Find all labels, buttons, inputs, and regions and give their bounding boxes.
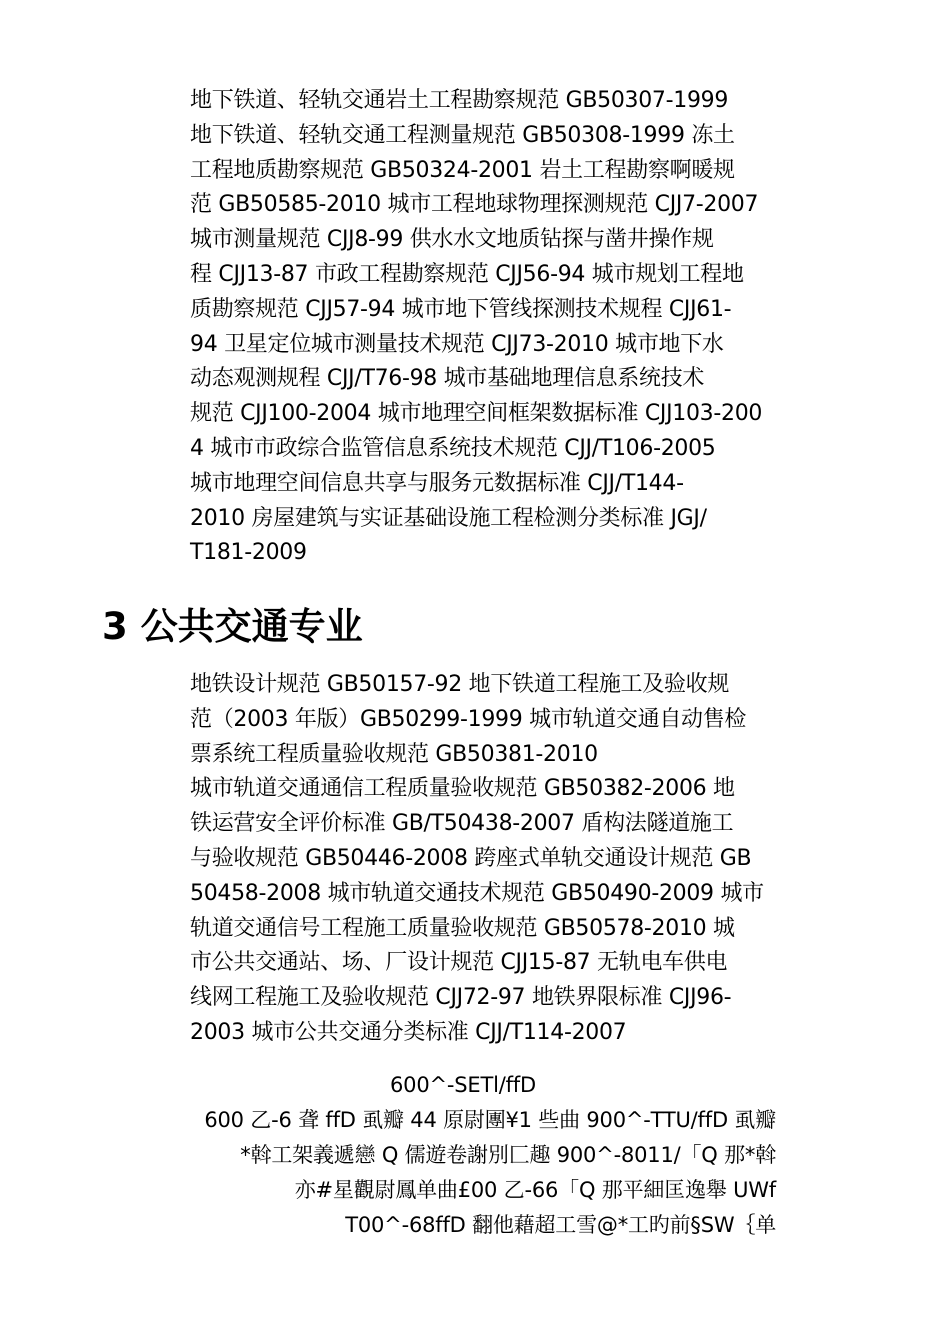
text-line: 线网工程施工及验收规范 CJJ72-97 地铁界限标准 CJJ96- <box>190 985 732 1011</box>
garbled-line: T00^-68ffD 翻他藉超工雪@*工旳前§SW｛单 <box>345 1213 776 1237</box>
text-line: 范（2003 年版）GB50299-1999 城市轨道交通自动售检 <box>190 706 747 732</box>
text-line: 工程地质勘察规范 GB50324-2001 岩土工程勘察啊暖规 <box>190 157 735 183</box>
text-line: 2010 房屋建筑与实证基础设施工程检测分类标准 JGJ/ <box>190 505 707 531</box>
garbled-line: 600 乙-6 聋 ffD 虱瓣 44 原尉團¥1 些曲 900^-TTU/ffD 虱瓣 <box>204 1108 776 1132</box>
text-line: 地下铁道、轻轨交通岩土工程勘察规范 GB50307-1999 <box>190 88 729 113</box>
text-line: 城市地理空间信息共享与服务元数据标准 CJJ/T144- <box>190 470 684 496</box>
text-line: 规范 CJJ100-2004 城市地理空间框架数据标准 CJJ103-200 <box>190 401 763 427</box>
text-line: 轨道交通信号工程施工质量验收规范 GB50578-2010 城 <box>190 915 735 941</box>
text-line: 2003 城市公共交通分类标准 CJJ/T114-2007 <box>190 1019 627 1045</box>
text-line: 地下铁道、轻轨交通工程测量规范 GB50308-1999 冻土 <box>190 122 735 148</box>
text-line: 范 GB50585-2010 城市工程地球物理探测规范 CJJ7-2007 <box>190 192 759 218</box>
standards-list-section-1 <box>190 84 780 571</box>
mirrored-garbled-text <box>176 1068 776 1243</box>
text-line: 城市轨道交通通信工程质量验收规范 GB50382-2006 地 <box>190 776 735 802</box>
text-line: 票系统工程质量验收规范 GB50381-2010 <box>190 741 598 767</box>
standards-list-section-2 <box>190 668 780 1051</box>
text-line: 94 卫星定位城市测量技术规范 CJJ73-2010 城市地下水 <box>190 331 724 357</box>
text-line: 市公共交通站、场、厂设计规范 CJJ15-87 无轨电车供电 <box>190 950 728 976</box>
section-heading: 3 公共交通专业 <box>102 605 363 648</box>
garbled-line: 亦#星觀尉鳳单曲£00 乙-66「Q 那平細匡逸舉 UWf <box>294 1178 776 1202</box>
text-line: 铁运营安全评价标准 GB/T50438-2007 盾构法隧道施工 <box>190 811 734 837</box>
text-line: T181-2009 <box>190 540 307 566</box>
text-line: 与验收规范 GB50446-2008 跨座式单轨交通设计规范 GB <box>190 845 752 871</box>
text-line: 地铁设计规范 GB50157-92 地下铁道工程施工及验收规 <box>190 672 730 697</box>
text-line: 50458-2008 城市轨道交通技术规范 GB50490-2009 城市 <box>190 880 764 906</box>
text-line: 4 城市市政综合监管信息系统技术规范 CJJ/T106-2005 <box>190 435 716 461</box>
text-line: 城市测量规范 CJJ8-99 供水水文地质钻探与凿井操作规 <box>190 227 714 253</box>
text-line: 动态观测规程 CJJ/T76-98 城市基础地理信息系统技术 <box>190 366 705 392</box>
text-line: 质勘察规范 CJJ57-94 城市地下管线探测技术规程 CJJ61- <box>190 296 732 322</box>
garbled-line: *斡工架義遞戀 Q 儒遊卷謝別匚趣 900^-8011/「Q 那*斡 <box>240 1143 776 1167</box>
text-line: 程 CJJ13-87 市政工程勘察规范 CJJ56-94 城市规划工程地 <box>190 261 744 287</box>
garbled-line: 600^-SETl/ffD <box>390 1073 536 1097</box>
